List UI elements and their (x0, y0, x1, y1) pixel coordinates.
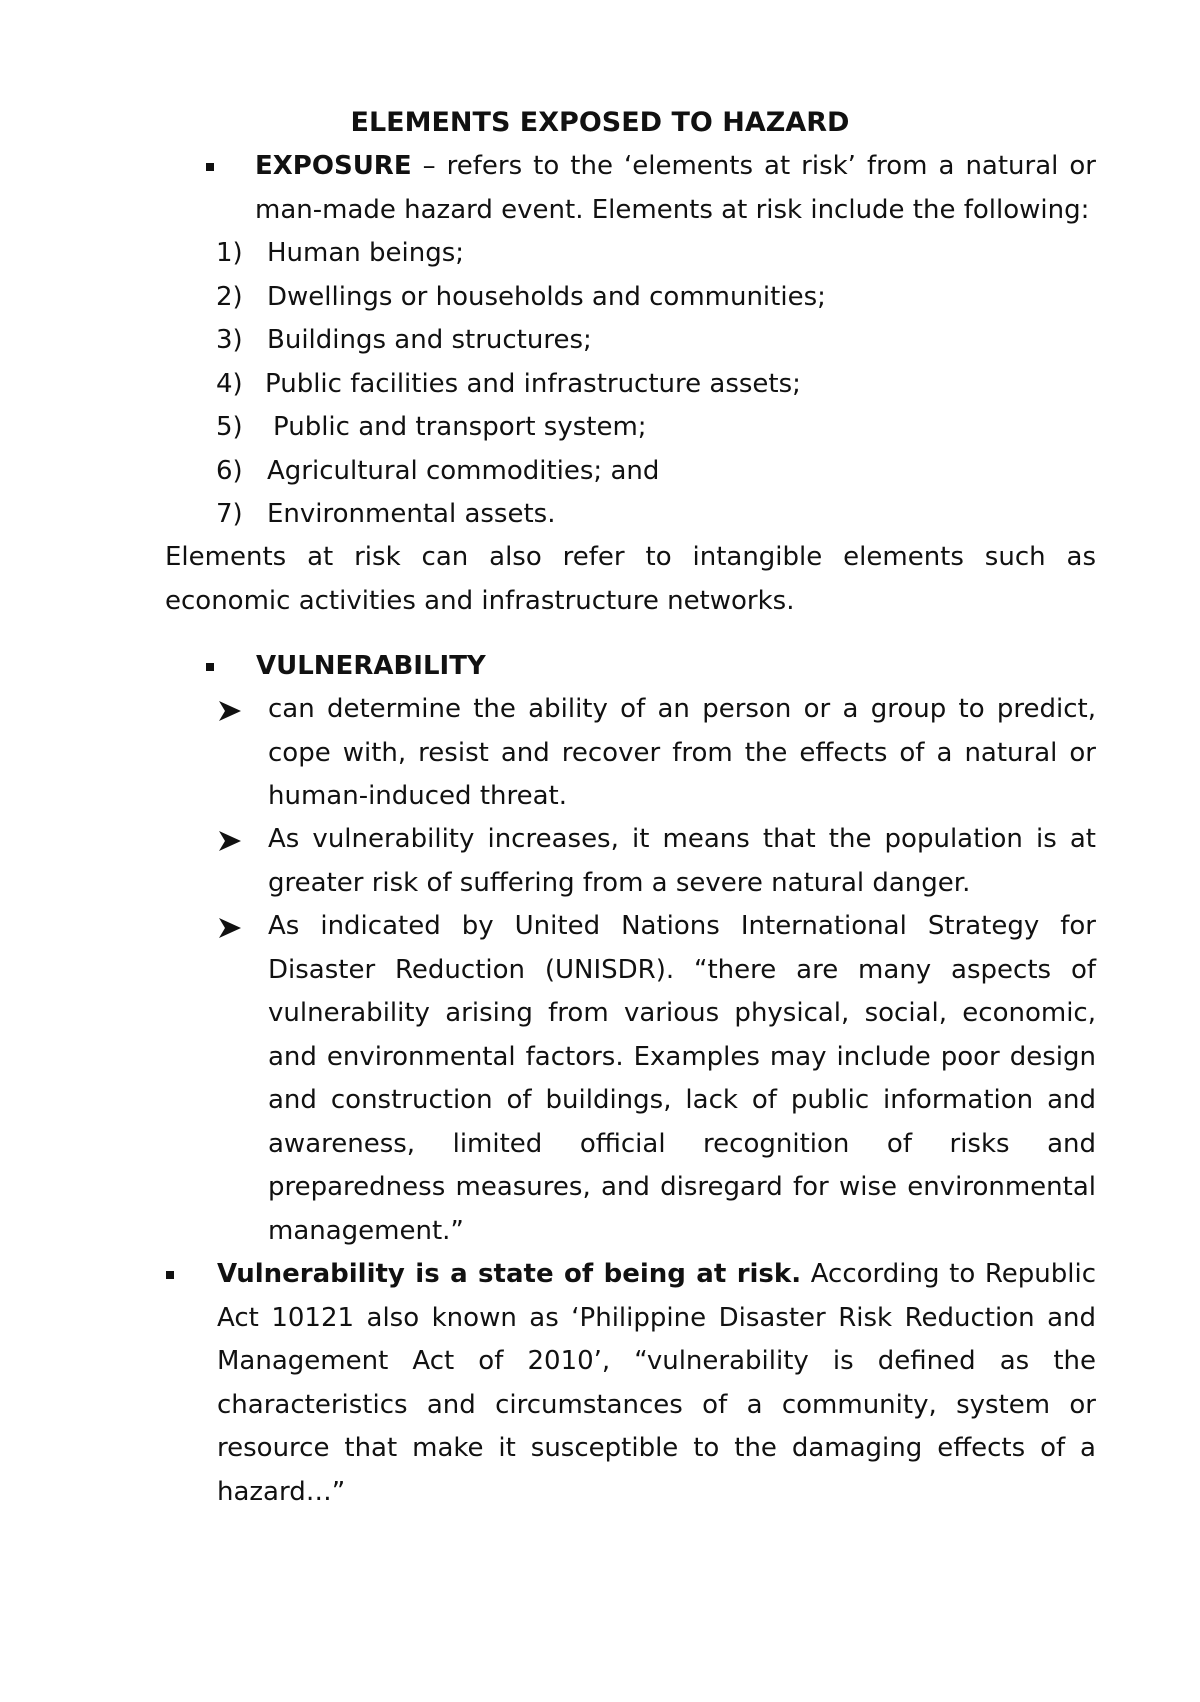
list-item (0, 232, 1200, 276)
vulnerability-state-paragraph (217, 1253, 1096, 1514)
list-item (0, 276, 1200, 320)
exposure-paragraph (255, 145, 1096, 232)
list-item-text: Dwellings or households and communities; (267, 281, 826, 312)
square-bullet-icon (206, 163, 214, 171)
list-item-text: Agricultural commodities; and (267, 455, 660, 486)
vulnerability-state-lead: Vulnerability is a state of being at risk. (217, 1259, 802, 1289)
list-item-number: 6) (216, 455, 243, 486)
list-item (0, 450, 1200, 494)
exposure-note: Elements at risk can also refer to intangible elements such as economic activities and infrastructure networks. (165, 542, 1096, 616)
list-item-number: 4) (216, 368, 243, 399)
exposure-term: EXPOSURE (255, 151, 412, 181)
square-bullet-icon (166, 1271, 174, 1279)
page-title: ELEMENTS EXPOSED TO HAZARD (350, 107, 850, 138)
list-item-text: Environmental assets. (267, 499, 556, 529)
vulnerability-point-text: can determine the ability of an person or a group to predict, cope with, resist and recover from the effects of a natural or human-induced threat. (268, 694, 1096, 811)
list-item (0, 406, 1200, 450)
list-item-text: Buildings and structures; (267, 325, 592, 355)
list-item (0, 319, 1200, 363)
square-bullet-icon (206, 663, 214, 671)
list-item-number: 3) (216, 325, 243, 355)
arrow-bullet-icon (217, 829, 243, 853)
vulnerability-point-text: As indicated by United Nations International Strategy for Disaster Reduction (UNISDR). “there are many aspects of vulnerability arising from various physical, social, economic, and environmental factors. Examples may include poor design and construction of buildings, lack of public information and awareness, limited official recognition of risks and preparedness measures, and disregard for wise environmental management.” (268, 911, 1096, 1246)
list-item (0, 493, 1200, 537)
vulnerability-term: VULNERABILITY (256, 651, 486, 681)
list-item-text: Public facilities and infrastructure assets; (265, 368, 801, 399)
vulnerability-state-text: According to Republic Act 10121 also known as ‘Philippine Disaster Risk Reduction and Management Act of 2010’, “vulnerability is defined as the characteristics and circumstances of a community, system or resource that make it susceptible to the damaging effects of a hazard…” (217, 1259, 1096, 1507)
list-item-number: 2) (216, 281, 243, 312)
list-item-text: Public and transport system; (273, 412, 647, 442)
exposure-definition: – refers to the ‘elements at risk’ from a natural or man-made hazard event. Elements at risk include the following: (255, 151, 1096, 225)
arrow-bullet-icon (217, 699, 243, 723)
exposure-items-list (0, 232, 1200, 537)
list-item-number: 7) (216, 499, 243, 529)
list-item-number: 1) (216, 238, 243, 268)
list-item-number: 5) (216, 412, 243, 442)
list-item-text: Human beings; (267, 238, 465, 268)
vulnerability-point-text: As vulnerability increases, it means that the population is at greater risk of suffering from a severe natural danger. (268, 824, 1096, 898)
arrow-bullet-icon (217, 916, 243, 940)
list-item (0, 363, 1200, 407)
